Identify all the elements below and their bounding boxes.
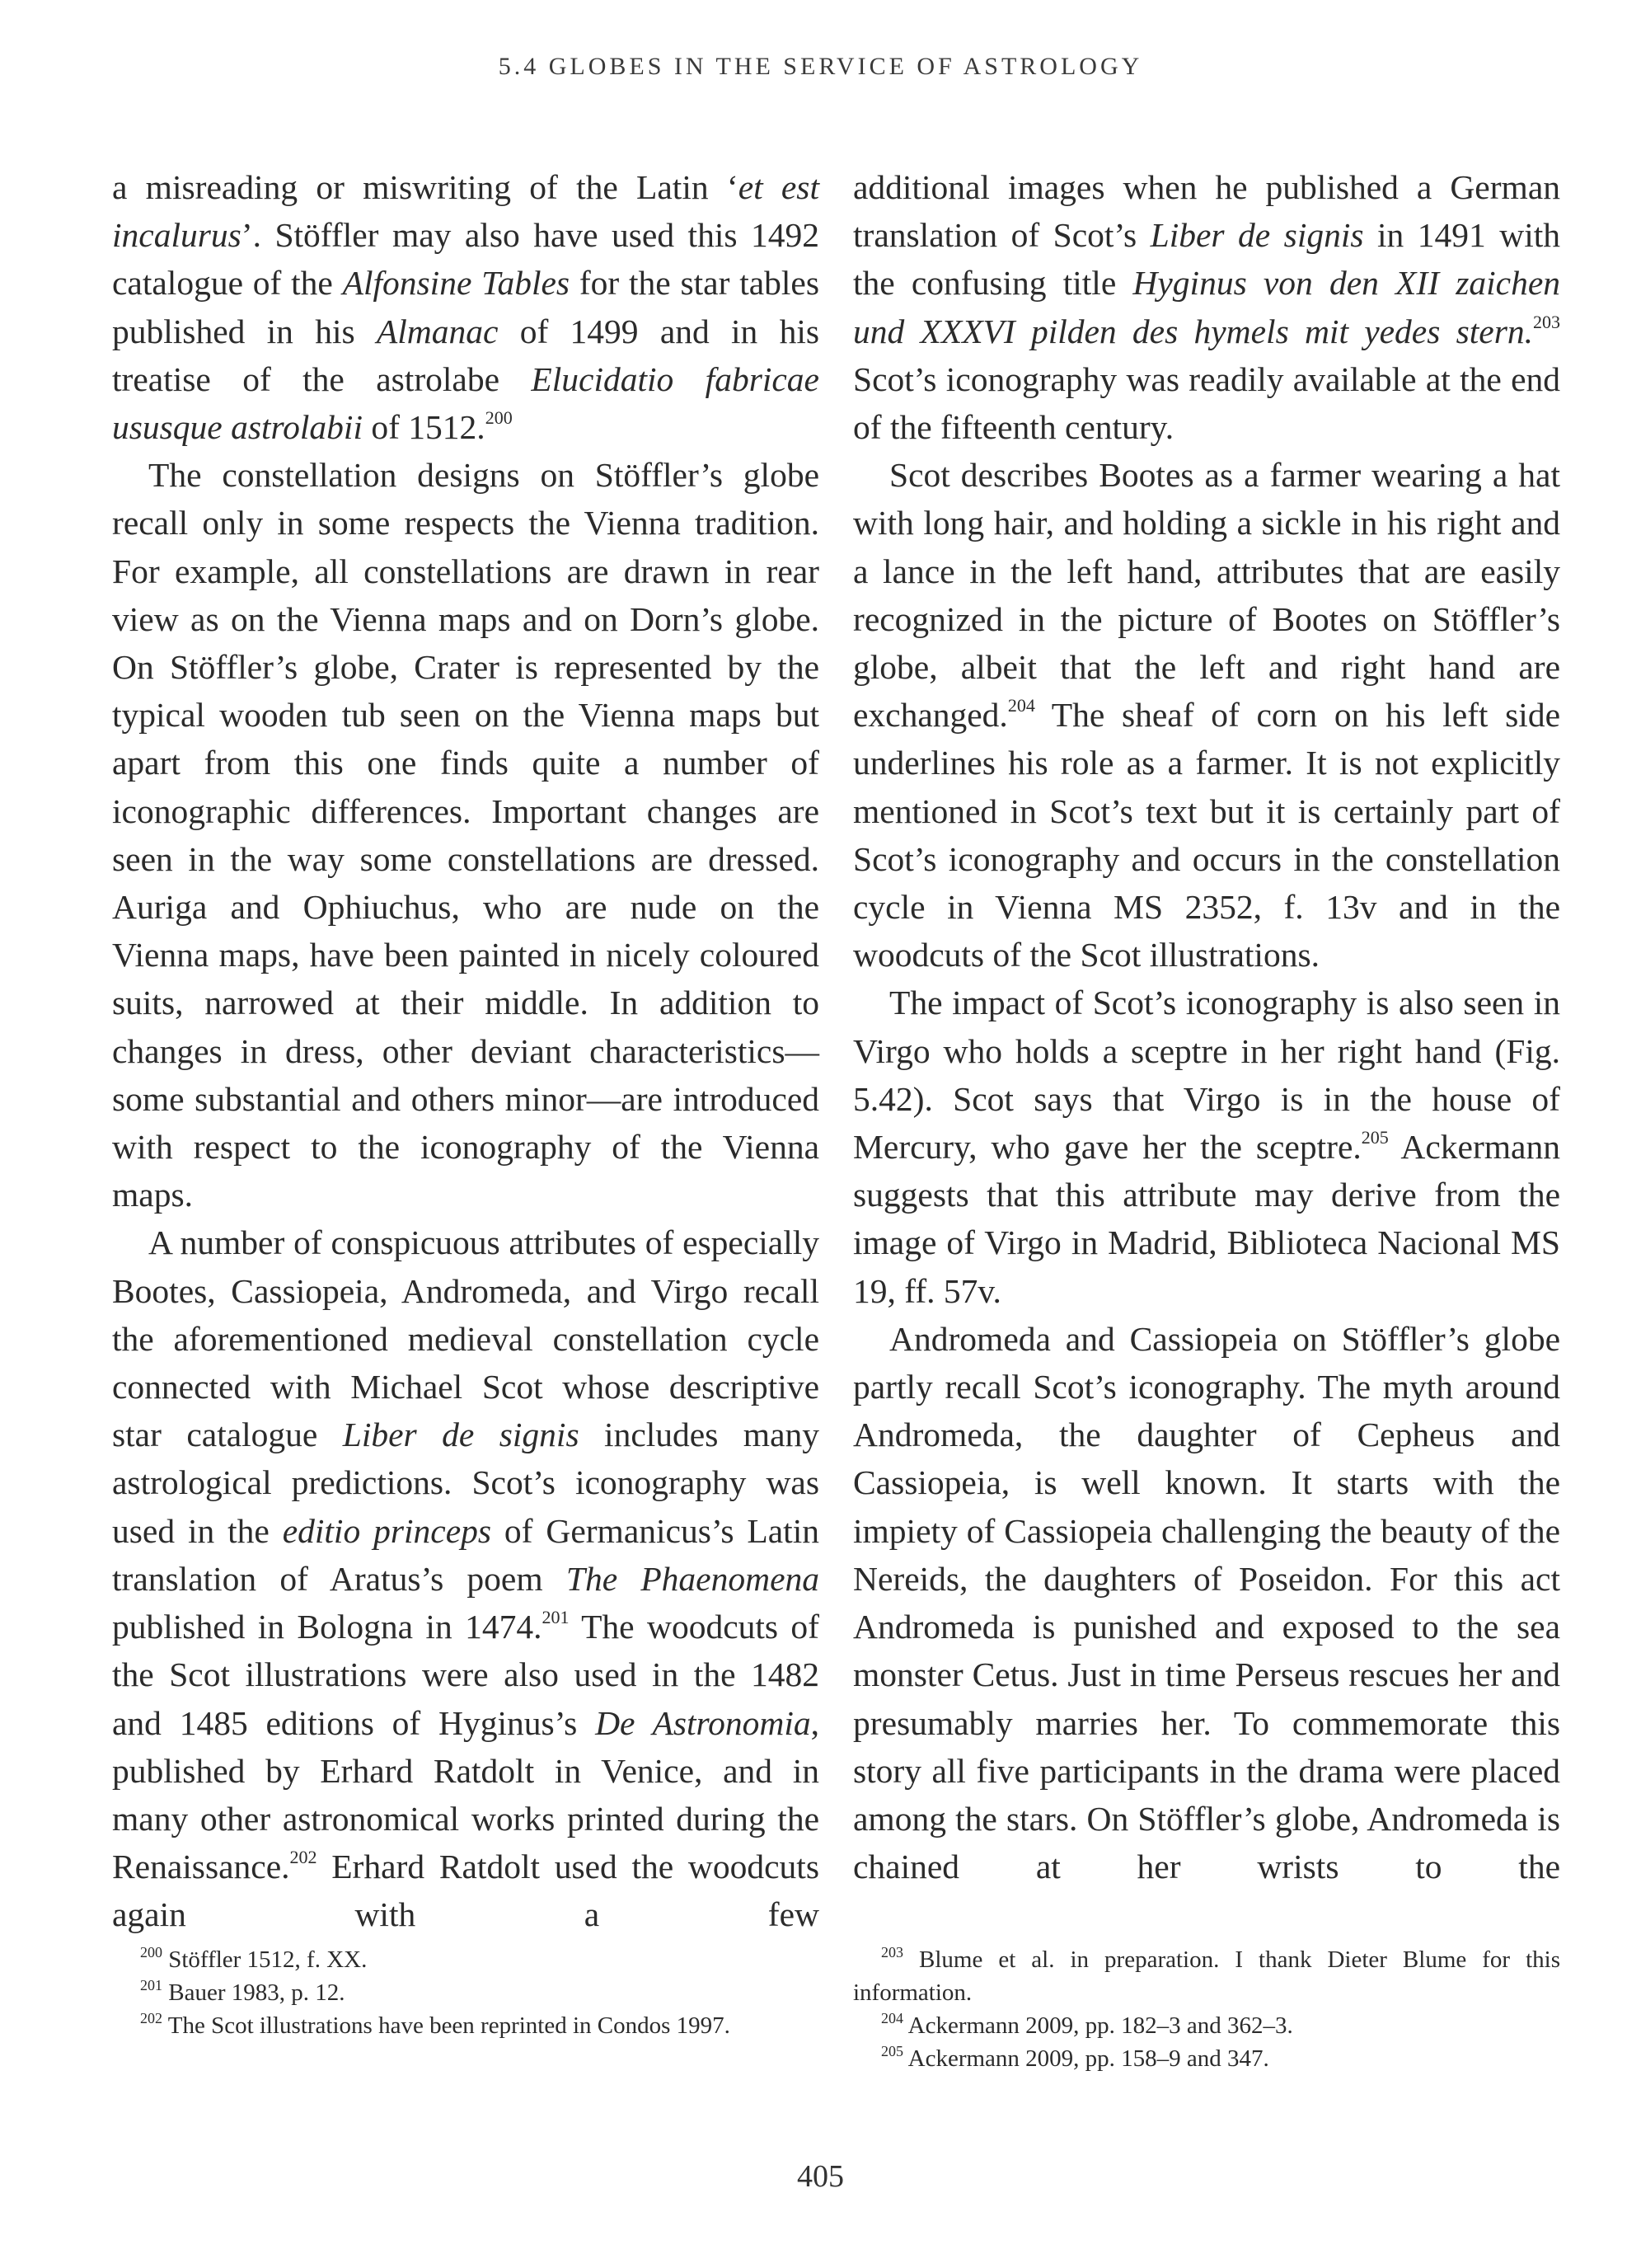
paragraph [112, 451, 819, 1219]
footnotes-left [112, 1943, 819, 2042]
footnote-number: 203 [881, 1944, 903, 1960]
footnote-ref: 200 [485, 407, 513, 429]
text-run: for the star tables published in his [112, 264, 819, 350]
text-run: a misreading or miswriting of the Latin ‘ [112, 168, 738, 206]
footnote-text: Ackermann 2009, pp. 182–3 and 362–3. [907, 2012, 1293, 2039]
text-run: in 1491 with the confusing title [853, 216, 1560, 303]
footnote-number: 205 [881, 2043, 903, 2059]
paragraph [853, 163, 1560, 451]
footnote-text: The Scot illustrations have been reprinted in Condos 1997. [167, 2012, 730, 2039]
text-run: Andromeda and Cassiopeia on Stöffler’s globe partly recall Scot’s iconography. The myth around Andromeda, the daughter of Cepheus and Cassiopeia, is well known. It starts with the impiety of Cassiopeia challenging the beauty of the Nereids, the daughters of Poseidon. For this act Andromeda is punished and exposed to the sea monster Cetus. Just in time Perseus rescues her and presumably marries her. To commemorate this story all five participants in the drama were placed among the stars. On Stöffler’s globe, Andromeda is chained at her wrists to the [853, 1319, 1560, 1886]
text-run: ’. Stöffler may also have used this 1492 catalogue of the [112, 216, 819, 303]
text-run: The impact of Scot’s iconography is also seen in Virgo who holds a sceptre in her right hand (Fig. 5.42). Scot says that Virgo is in the house of Mercury, who gave her the sceptre. [853, 984, 1560, 1167]
text-run: The woodcuts of the Scot illustrations were also used in the 1482 and 1485 editions of Hyginus’s [112, 1608, 819, 1742]
footnote [853, 1943, 1560, 2009]
footnote [853, 2009, 1560, 2042]
footnote-text: Bauer 1983, p. 12. [168, 1979, 345, 2006]
text-run: The constellation designs on Stöffler’s globe recall only in some respects the Vienna tradition. For example, all constellations are drawn in rear view as on the Vienna maps and on Dorn’s globe. On Stöffler’s globe, Crater is represented by the typical wooden tub seen on the Vienna maps but apart from this one finds quite a number of iconographic differences. Important changes are seen in the way some constellations are dressed. Auriga and Ophiuchus, who are nude on the Vienna maps, have been painted in nicely coloured suits, narrowed at their middle. In addition to changes in dress, other deviant characteristics—some substantial and others minor—are introduced with respect to the iconography of the Vienna maps. [112, 456, 819, 1214]
footnote-number: 204 [881, 2010, 903, 2026]
italic-text: Liber de signis [1150, 216, 1364, 255]
page-number: 405 [797, 2159, 844, 2194]
footnote-text: Stöffler 1512, f. XX. [168, 1946, 368, 1973]
footnote-number: 202 [140, 2010, 162, 2026]
footnote-text: Ackermann 2009, pp. 158–9 and 347. [907, 2045, 1269, 2072]
italic-text: Almanac [376, 312, 499, 350]
text-run: of Germanicus’s Latin translation of Aratus’s poem [112, 1511, 819, 1598]
italic-text: et est incalurus [112, 168, 819, 255]
text-run: Erhard Ratdolt used the woodcuts again with a few [112, 1848, 819, 1934]
italic-text: Hyginus von den XII zaichen und XXXVI pilden des hymels mit yedes stern. [853, 264, 1560, 350]
italic-text: editio princeps [282, 1511, 492, 1550]
text-run: of 1512. [362, 408, 485, 447]
italic-text: Alfonsine Tables [342, 264, 570, 303]
paragraph [112, 1219, 819, 1938]
footnote [112, 1943, 819, 1976]
italic-text: Liber de signis [342, 1416, 579, 1454]
left-column [112, 163, 819, 1939]
text-run: published in Bologna in 1474. [112, 1608, 542, 1646]
text-run: Ackermann suggests that this attribute may derive from the image of Virgo in Madrid, Biblioteca Nacional MS 19, ff. 57v. [853, 1128, 1560, 1310]
footnote [853, 2042, 1560, 2075]
text-run: additional images when he published a German translation of Scot’s [853, 168, 1560, 255]
footnote-number: 201 [140, 1977, 162, 1993]
italic-text: De Astronomia [595, 1703, 811, 1742]
paragraph [853, 451, 1560, 979]
text-run: includes many astrological predictions. Scot’s iconography was used in the [112, 1416, 819, 1550]
running-head: 5.4 GLOBES IN THE SERVICE OF ASTROLOGY [498, 53, 1143, 80]
footnote [112, 2009, 819, 2042]
paragraph [112, 163, 819, 451]
italic-text: The Phaenomena [565, 1559, 819, 1598]
footnote-ref: 201 [542, 1607, 570, 1628]
text-run: , published by Erhard Ratdolt in Venice, and in many other astronomical works printed during the Renaissance. [112, 1703, 820, 1886]
paragraph [853, 1315, 1560, 1890]
text-run: The sheaf of corn on his left side underlines his role as a farmer. It is not explicitly mentioned in Scot’s text but it is certainly part of Scot’s iconography and occurs in the constellation cycle in Vienna MS 2352, f. 13v and in the woodcuts of the Scot illustrations. [853, 696, 1560, 974]
right-column [853, 163, 1560, 1890]
footnote-text: Blume et al. in preparation. I thank Dieter Blume for this information. [853, 1946, 1561, 2006]
text-run: A number of conspicuous attributes of especially Bootes, Cassiopeia, Andromeda, and Virgo recall the aforementioned medieval constellation cycle connected with Michael Scot whose descriptive star catalogue [112, 1223, 819, 1454]
italic-text: Elucidatio fabricae ususque astrolabii [112, 359, 819, 447]
paragraph [853, 979, 1560, 1314]
footnote-ref: 204 [1007, 695, 1035, 716]
text-run: of 1499 and in his treatise of the astrolabe [112, 312, 819, 398]
footnotes-right [853, 1943, 1560, 2075]
text-run: Scot’s iconography was readily available at the end of the fifteenth century. [853, 359, 1560, 447]
footnote-ref: 202 [289, 1847, 317, 1868]
footnote-ref: 205 [1361, 1127, 1389, 1148]
footnote [112, 1976, 819, 2009]
text-run: Scot describes Bootes as a farmer wearing a hat with long hair, and holding a sickle in his right and a lance in the left hand, attributes that are easily recognized in the picture of Bootes on Stöffler’s globe, albeit that the left and right hand are exchanged. [853, 456, 1560, 735]
footnote-ref: 203 [1533, 311, 1560, 332]
footnote-number: 200 [140, 1944, 162, 1960]
